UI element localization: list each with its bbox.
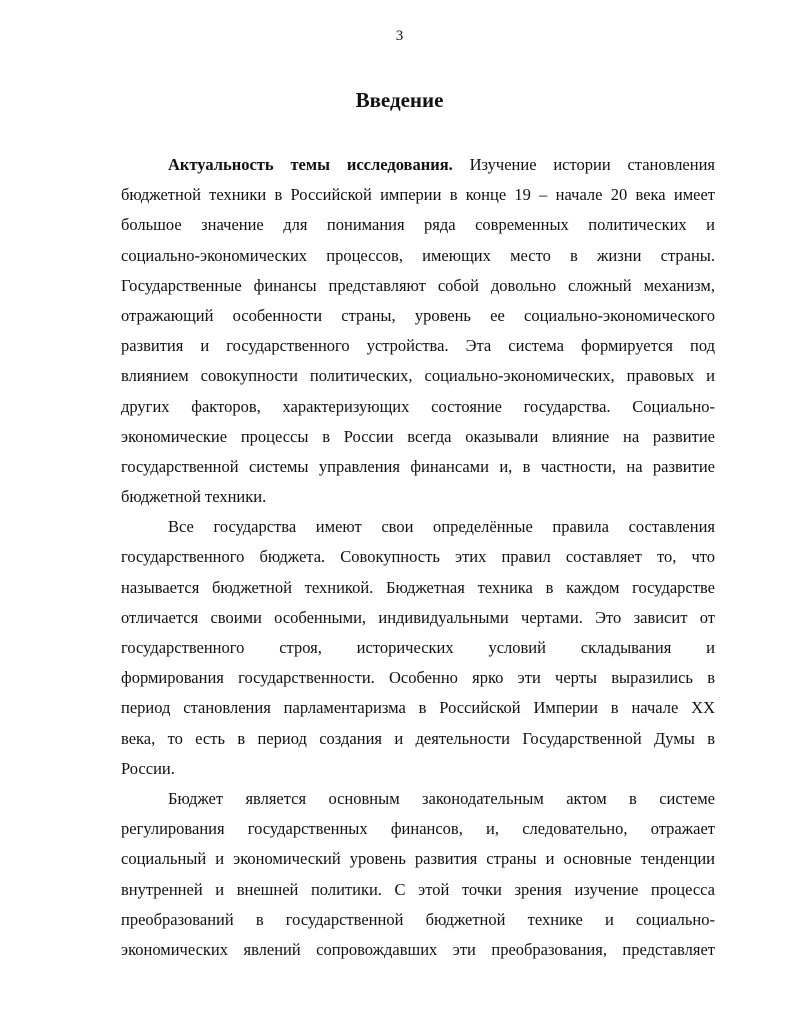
text-line: государственного бюджета. Совокупность этих правил составляет то, что [121, 547, 715, 567]
text-line: России. [121, 758, 175, 778]
body-text [121, 150, 715, 965]
text-line: преобразований в государственной бюджетной технике и социально- [121, 909, 715, 929]
text-line: период становления парламентаризма в Российской Империи в начале XX [121, 698, 715, 718]
text-line: экономических явлений сопровождавших эти преобразования, представляет [121, 939, 715, 959]
text-line: бюджетной техники. [121, 487, 267, 507]
text-line: экономические процессы в России всегда оказывали влияние на развитие [121, 426, 715, 446]
text-line: государственного строя, исторических условий складывания и [121, 638, 715, 657]
text-line: бюджетной техники в Российской империи в конце 19 – начале 20 века имеет [121, 185, 715, 205]
text-line: социальный и экономический уровень развития страны и основные тенденции [121, 849, 715, 869]
page-title: Введение [355, 88, 444, 112]
text-line: Все государства имеют свои определённые правила составления [168, 517, 715, 537]
text-line: государственной системы управления финансами и, в частности, на развитие [121, 456, 715, 476]
text-line: Государственные финансы представляют собой довольно сложный механизм, [121, 275, 715, 295]
text-line: формирования государственности. Особенно ярко эти черты выразились в [121, 668, 715, 688]
text-line: отражающий особенности страны, уровень ее социально-экономического [121, 305, 715, 325]
lead-phrase: Актуальность темы исследования. [168, 155, 453, 174]
text-line: века, то есть в период создания и деятельности Государственной Думы в [121, 728, 715, 748]
text-line: влиянием совокупности политических, социально-экономических, правовых и [121, 366, 715, 386]
text-line: отличается своими особенными, индивидуальными чертами. Это зависит от [121, 607, 715, 627]
text-line: Актуальность темы исследования. Изучение истории становления [168, 155, 716, 174]
text-line: внутренней и внешней политики. С этой точки зрения изучение процесса [121, 879, 715, 899]
text-line: социально-экономических процессов, имеющих место в жизни страны. [121, 245, 715, 265]
page-number: 3 [395, 28, 404, 44]
text-line: Бюджет является основным законодательным актом в системе [168, 788, 715, 808]
text-line: развития и государственного устройства. Эта система формируется под [121, 336, 715, 356]
text-line: большое значение для понимания ряда современных политических и [121, 215, 715, 235]
text-line: называется бюджетной техникой. Бюджетная техника в каждом государстве [121, 577, 715, 597]
text-line: регулирования государственных финансов, и, следовательно, отражает [121, 819, 715, 839]
text-line: других факторов, характеризующих состояние государства. Социально- [121, 396, 715, 416]
